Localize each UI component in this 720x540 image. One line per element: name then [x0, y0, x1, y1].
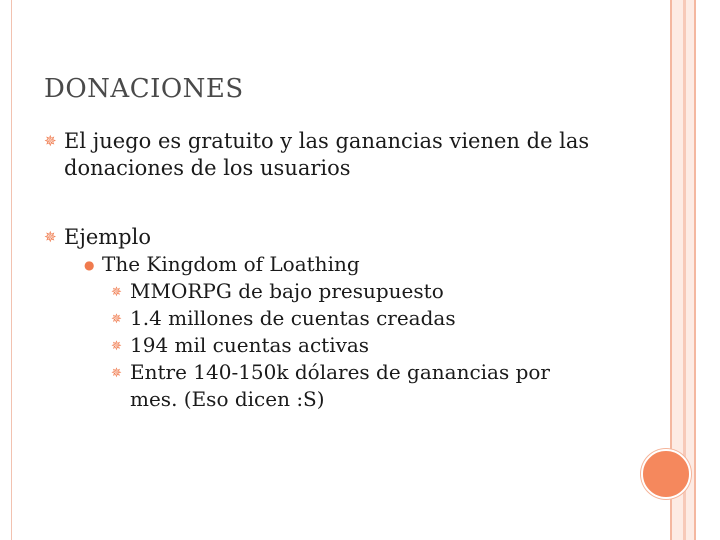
bullet-item [44, 128, 634, 182]
gear-bullet-icon: ✵ [111, 339, 122, 354]
decorative-circle [641, 449, 691, 499]
bullet-item [44, 224, 634, 251]
subsub-bullet-item [44, 332, 634, 359]
slide-title: DONACIONES [44, 74, 244, 104]
bullet-text-continued: donaciones de los usuarios [64, 156, 351, 180]
sub-bullet-text: The Kingdom of Loathing [102, 252, 360, 276]
subsub-bullet-text: 194 mil cuentas activas [130, 333, 370, 357]
gear-bullet-icon: ✵ [44, 228, 57, 246]
bullet-text: Ejemplo [64, 225, 151, 249]
subsub-bullet-item [44, 278, 634, 305]
subsub-bullet-text: MMORPG de bajo presupuesto [130, 279, 444, 303]
circle-bullet-icon: ● [84, 258, 95, 272]
subsub-bullet-text-continued: mes. (Eso dicen :S) [130, 387, 325, 411]
gear-bullet-icon: ✵ [111, 285, 122, 300]
subsub-bullet-item [44, 359, 634, 413]
gear-bullet-icon: ✵ [111, 312, 122, 327]
bullet-text: El juego es gratuito y las ganancias vienen de las [64, 129, 590, 153]
subsub-bullet-text: 1.4 millones de cuentas creadas [130, 306, 456, 330]
sub-bullet-item [44, 251, 634, 278]
bullet-list [44, 128, 634, 413]
subsub-bullet-item [44, 305, 634, 332]
gear-bullet-icon: ✵ [44, 132, 57, 150]
gear-bullet-icon: ✵ [111, 366, 122, 381]
subsub-bullet-text: Entre 140-150k dólares de ganancias por [130, 360, 550, 384]
